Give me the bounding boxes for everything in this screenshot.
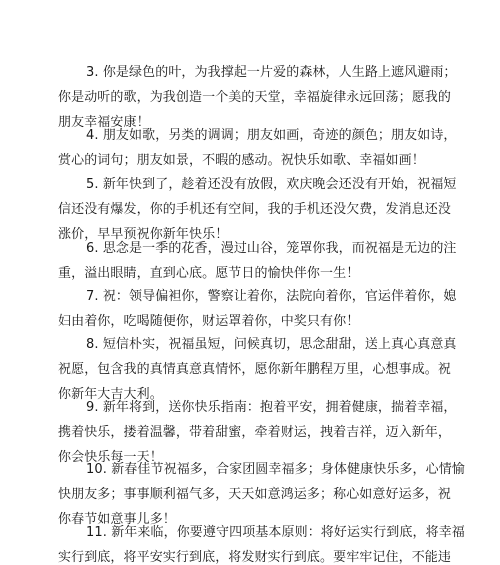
paragraph-7: [58, 284, 468, 334]
paragraph-line: 9. 新年将到，送你快乐指南：抱着平安，拥着健康，揣着幸福，: [86, 400, 457, 415]
paragraph-line: 你会快乐每一天！: [58, 450, 163, 465]
paragraph-line: 10. 新春佳节祝福多，合家团圆幸福多；身体健康快乐多，心情愉: [86, 462, 465, 477]
paragraph-line: 6. 思念是一季的花香，漫过山谷，笼罩你我，而祝福是无边的注: [86, 241, 457, 256]
paragraph-line: 妇由着你，吃喝随便你，财运罩着你，中奖只有你！: [58, 314, 360, 329]
paragraph-line: 信还没有爆发，你的手机还有空间，我的手机还没欠费，发消息还没: [58, 202, 452, 217]
paragraph-line: 你是动听的歌，为我创造一个美的天堂，幸福旋律永远回荡；愿我的: [58, 90, 452, 105]
paragraph-line: 实行到底，将平安实行到底，将发财实行到底。要牢牢记住，不能违: [58, 550, 452, 565]
paragraph-4: [58, 123, 468, 173]
paragraph-line: 重，溢出眼睛，直到心底。愿节日的愉快伴你一生！: [58, 266, 360, 281]
paragraph-11: [58, 520, 468, 565]
paragraph-line: 7. 祝：领导偏袒你，警察让着你，法院向着你，官运伴着你，媳: [86, 289, 457, 304]
paragraph-line: 涨价，早早预祝你新年快乐！: [58, 227, 229, 242]
paragraph-line: 你春节如意事儿多！: [58, 512, 176, 527]
paragraph-line: 3. 你是绿色的叶，为我撑起一片爱的森林，人生路上遮风避雨；: [86, 65, 457, 80]
paragraph-line: 你新年大吉大利。: [58, 387, 163, 402]
paragraph-line: 5. 新年快到了，趁着还没有放假，欢庆晚会还没有开始，祝福短: [86, 177, 457, 192]
paragraph-line: 快朋友多；事事顺利福气多，天天如意鸿运多；称心如意好运多，祝: [58, 487, 452, 502]
paragraph-line: 携着快乐，搂着温馨，带着甜蜜，牵着财运，拽着吉祥，迈入新年，: [58, 425, 452, 440]
paragraph-line: 祝愿，包含我的真情真意真情怀，愿你新年鹏程万里，心想事成。祝: [58, 362, 452, 377]
paragraph-line: 朋友幸福安康！: [58, 115, 150, 130]
paragraph-line: 赏心的词句；朋友如景，不暇的感动。祝快乐如歌、幸福如画！: [58, 153, 425, 168]
paragraph-line: 8. 短信朴实，祝福虽短，问候真切，思念甜甜，送上真心真意真: [86, 337, 457, 352]
paragraph-6: [58, 236, 468, 286]
paragraph-line: 11. 新年来临，你要遵守四项基本原则：将好运实行到底，将幸福: [86, 525, 465, 540]
paragraph-line: 4. 朋友如歌，另类的调调；朋友如画，奇迹的颜色；朋友如诗，: [86, 128, 457, 143]
